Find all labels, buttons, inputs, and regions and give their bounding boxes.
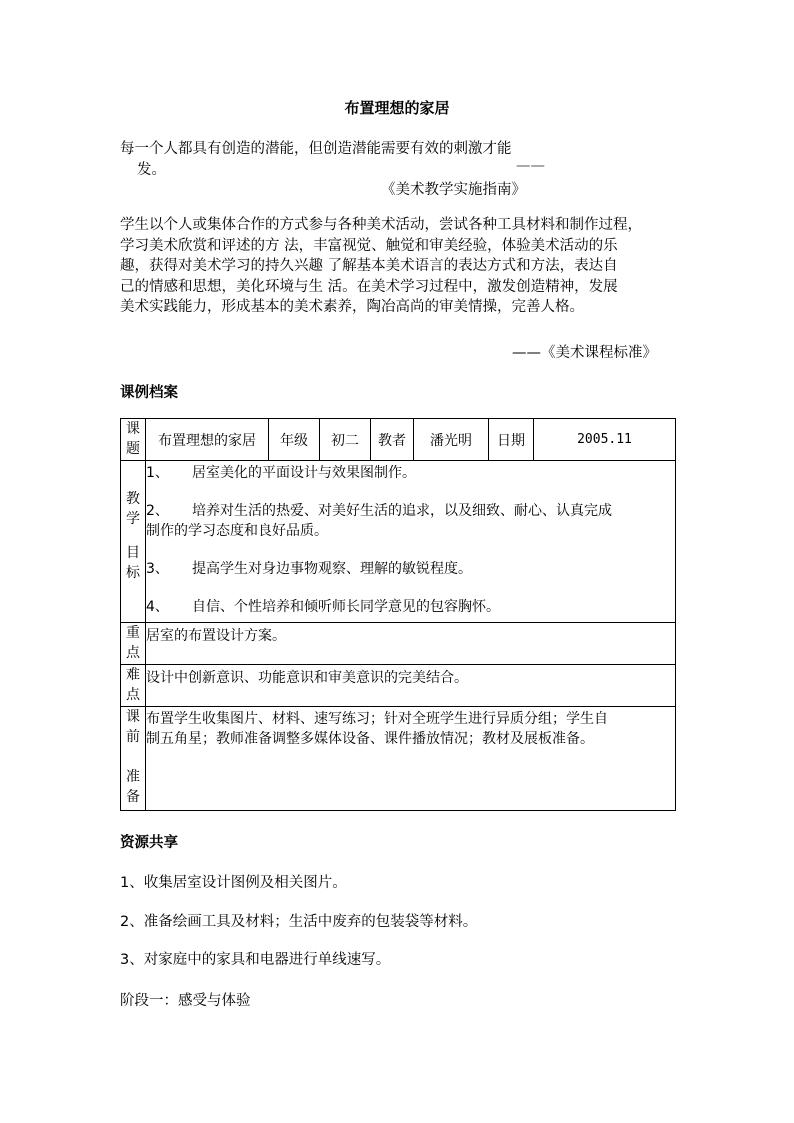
label-char: 教 <box>126 491 140 507</box>
table-row <box>121 623 676 665</box>
paragraph-line: 美术实践能力，形成基本的美术素养，陶冶高尚的审美情操，完善人格。 <box>120 299 584 316</box>
paragraph-source: ——《美术课程标准》 <box>512 345 657 361</box>
goal-item <box>146 559 675 579</box>
label-char: 备 <box>126 789 140 805</box>
label-char: 标 <box>126 565 140 581</box>
goal-text: 居室美化的平面设计与效果图制作。 <box>192 465 416 481</box>
difficulty-value: 设计中创新意识、功能意识和审美意识的完美结合。 <box>146 665 676 707</box>
goal-text: 自信、个性培养和倾听师长同学意见的包容胸怀。 <box>192 599 500 615</box>
label-char: 难 <box>126 667 140 683</box>
page-title: 布置理想的家居 <box>344 99 450 117</box>
paragraph-line: 学习美术欣赏和评述的方 法，丰富视觉、触觉和审美经验，体验美术活动的乐 <box>120 237 618 254</box>
paragraph-line: 学生以个人或集体合作的方式参与各种美术活动，尝试各种工具材料和制作过程， <box>120 217 642 233</box>
goal-item <box>146 501 675 521</box>
paragraph-line: 趣，获得对美术学习的持久兴趣 了解基本美术语言的表达方式和方法，表达自 <box>120 258 618 275</box>
key-point-value: 居室的布置设计方案。 <box>146 623 676 665</box>
date-label: 日期 <box>489 419 534 461</box>
preparation-label <box>121 707 146 811</box>
teacher-value: 潘光明 <box>414 419 489 461</box>
label-char: 题 <box>126 441 140 457</box>
table-row <box>121 665 676 707</box>
preparation-line: 布置学生收集图片、材料、速写练习；针对全班学生进行异质分组；学生自 <box>146 711 608 727</box>
quote-line-2: 发。 <box>137 162 166 178</box>
preparation-line: 制五角星；教师准备调整多媒体设备、课件播放情况；教材及展板准备。 <box>146 731 594 747</box>
case-heading: 课例档案 <box>120 385 178 401</box>
label-char: 点 <box>126 687 140 703</box>
goals-cell <box>146 461 676 623</box>
key-point-label <box>121 623 146 665</box>
goal-num: 2、 <box>146 503 169 519</box>
date-value: 2005.11 <box>534 419 676 461</box>
label-char: 点 <box>126 645 140 661</box>
resource-item: 3、对家庭中的家具和电器进行单线速写。 <box>120 952 391 968</box>
label-char: 准 <box>126 769 140 785</box>
label-char: 前 <box>126 729 140 745</box>
resources-heading: 资源共享 <box>120 835 178 851</box>
goal-item-cont: 制作的学习态度和良好品质。 <box>146 523 328 539</box>
lesson-case-table <box>120 418 676 811</box>
goal-text: 培养对生活的热爱、对美好生活的追求，以及细致、耐心、认真完成 <box>192 503 612 519</box>
stage-heading: 阶段一：感受与体验 <box>120 993 251 1009</box>
label-char: 学 <box>126 511 140 527</box>
grade-value: 初二 <box>320 419 371 461</box>
quote-line-1: 每一个人都具有创造的潜能，但创造潜能需要有效的刺激才能 <box>120 141 512 157</box>
resource-item: 1、收集居室设计图例及相关图片。 <box>120 875 347 891</box>
label-char: 重 <box>126 625 140 641</box>
table-row <box>121 419 676 461</box>
goals-label <box>121 461 146 623</box>
teacher-label: 教者 <box>371 419 414 461</box>
goal-item <box>146 463 675 483</box>
table-row <box>121 707 676 811</box>
goal-item <box>146 597 675 617</box>
table-row <box>121 461 676 623</box>
goal-text: 提高学生对身边事物观察、理解的敏锐程度。 <box>192 561 472 577</box>
topic-label <box>121 419 146 461</box>
quote-source: 《美术教学实施指南》 <box>381 182 526 198</box>
label-char: 课 <box>126 709 140 725</box>
label-char: 目 <box>126 545 140 561</box>
quote-dash: —— <box>516 158 545 174</box>
topic-value: 布置理想的家居 <box>146 419 269 461</box>
goal-num: 1、 <box>146 465 169 481</box>
goal-num: 4、 <box>146 599 169 615</box>
preparation-value <box>146 707 676 811</box>
label-char: 课 <box>126 421 140 437</box>
paragraph-line: 己的情感和思想，美化环境与生 活。在美术学习过程中，激发创造精神，发展 <box>120 278 618 295</box>
grade-label: 年级 <box>269 419 320 461</box>
difficulty-label <box>121 665 146 707</box>
resource-item: 2、准备绘画工具及材料；生活中废弃的包装袋等材料。 <box>120 914 478 930</box>
standard-paragraph <box>120 215 676 318</box>
goal-num: 3、 <box>146 561 169 577</box>
